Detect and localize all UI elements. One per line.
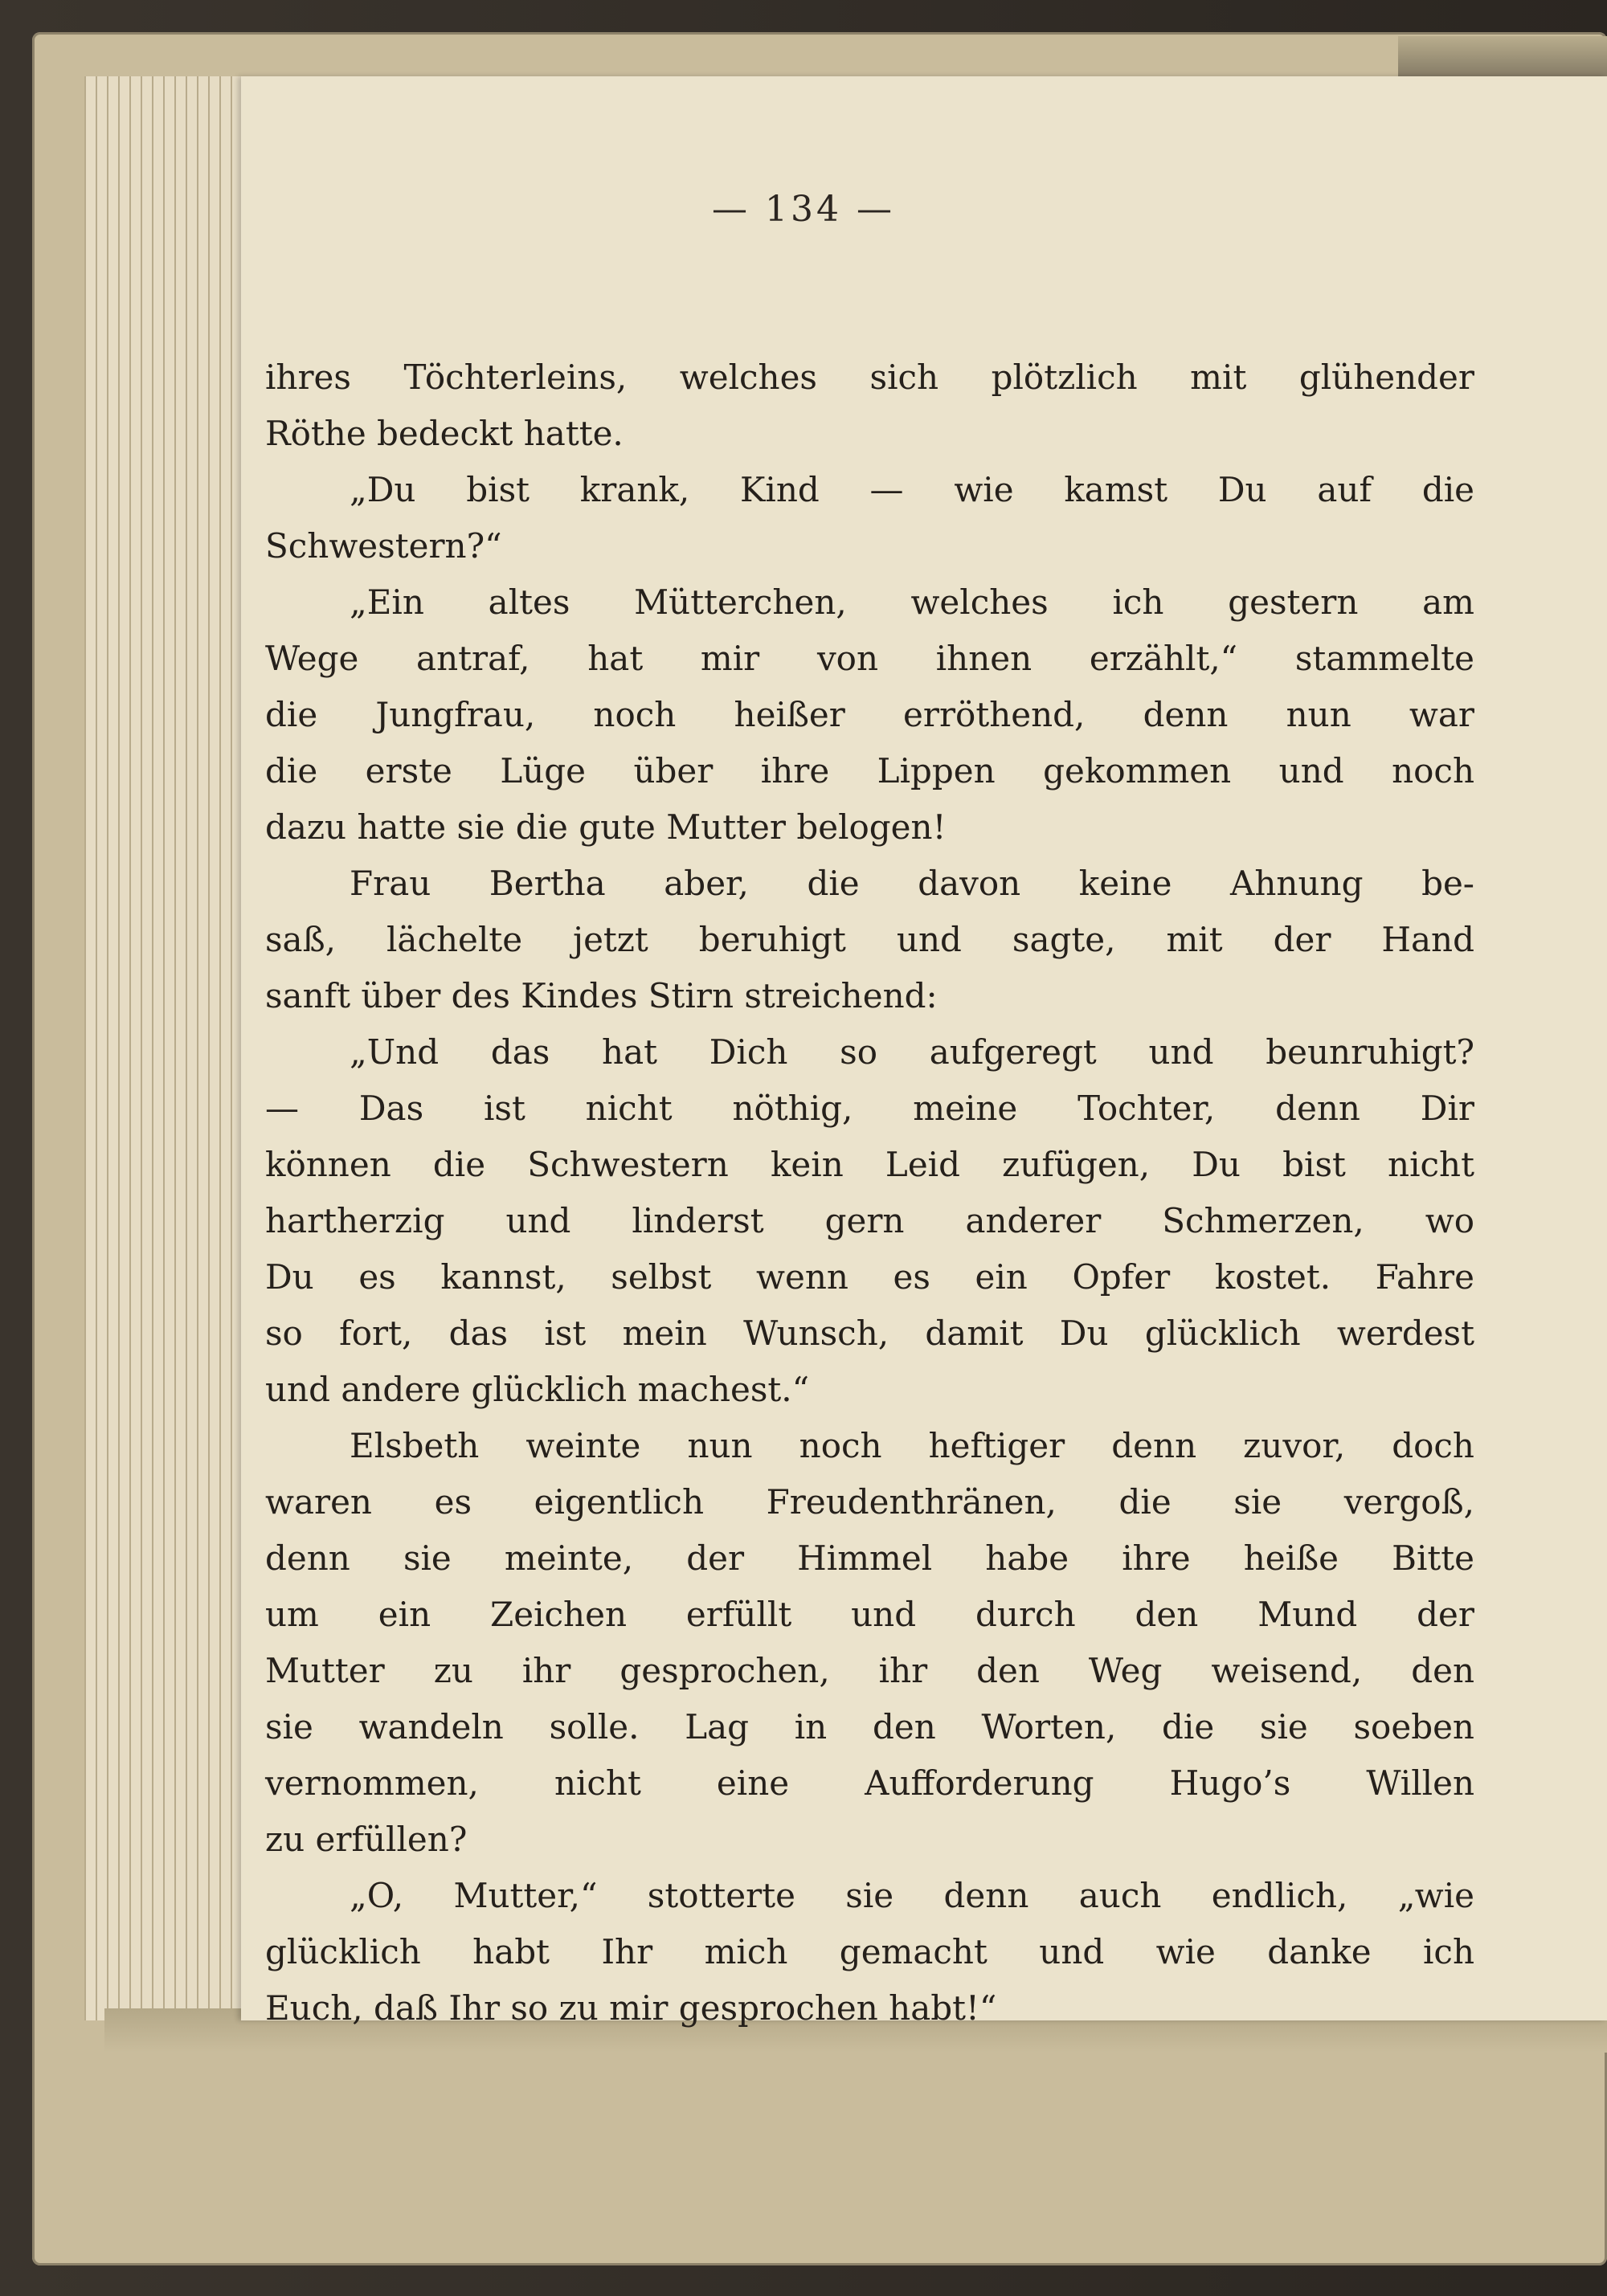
text-line: um ein Zeichen erfüllt und durch den Mund der (265, 1595, 1474, 1634)
page-text (265, 349, 1474, 2037)
text-line: können die Schwestern kein Leid zufügen, Du bist nicht (265, 1145, 1474, 1184)
text-line: „Und das hat Dich so aufgeregt und beunruhigt? (350, 1032, 1474, 1072)
page-edges (84, 76, 253, 2020)
text-line: die Jungfrau, noch heißer erröthend, denn nun war (265, 695, 1474, 734)
text-line: Schwestern?“ (265, 526, 502, 566)
text-line: zu erfüllen? (265, 1820, 468, 1859)
text-line: ihres Töchterleins, welches sich plötzlich mit glühender (265, 357, 1474, 397)
text-line: Du es kannst, selbst wenn es ein Opfer kostet. Fahre (265, 1257, 1474, 1297)
text-line: vernommen, nicht eine Aufforderung Hugo’s Willen (265, 1763, 1474, 1803)
text-line: die erste Lüge über ihre Lippen gekommen und noch (265, 751, 1474, 791)
text-line: Frau Bertha aber, die davon keine Ahnung be- (350, 864, 1474, 903)
text-line: Mutter zu ihr gesprochen, ihr den Weg weisend, den (265, 1651, 1474, 1690)
text-line: „Ein altes Mütterchen, welches ich gestern am (350, 582, 1474, 622)
text-line: „O, Mutter,“ stotterte sie denn auch endlich, „wie (350, 1876, 1474, 1915)
text-line: Elsbeth weinte nun noch heftiger denn zuvor, doch (350, 1426, 1474, 1465)
page-number: — 134 — (712, 189, 895, 230)
text-line: Euch, daß Ihr so zu mir gesprochen habt!“ (265, 1988, 997, 2028)
text-line: denn sie meinte, der Himmel habe ihre heiße Bitte (265, 1538, 1474, 1578)
text-line: sie wandeln solle. Lag in den Worten, die sie soeben (265, 1707, 1474, 1747)
text-line: Röthe bedeckt hatte. (265, 414, 624, 453)
text-line: saß, lächelte jetzt beruhigt und sagte, mit der Hand (265, 920, 1474, 959)
text-line: sanft über des Kindes Stirn streichend: (265, 976, 938, 1015)
text-line: Wege antraf, hat mir von ihnen erzählt,“ stammelte (265, 639, 1474, 678)
text-line: glücklich habt Ihr mich gemacht und wie danke ich (265, 1932, 1474, 1971)
text-line: hartherzig und linderst gern anderer Schmerzen, wo (265, 1201, 1474, 1240)
text-line: so fort, das ist mein Wunsch, damit Du glücklich werdest (265, 1313, 1474, 1353)
text-line: dazu hatte sie die gute Mutter belogen! (265, 807, 947, 847)
text-line: waren es eigentlich Freudenthränen, die sie vergoß, (265, 1482, 1474, 1522)
text-line: — Das ist nicht nöthig, meine Tochter, denn Dir (265, 1089, 1474, 1128)
text-line: und andere glücklich machest.“ (265, 1370, 810, 1409)
text-line: „Du bist krank, Kind — wie kamst Du auf die (350, 470, 1474, 509)
